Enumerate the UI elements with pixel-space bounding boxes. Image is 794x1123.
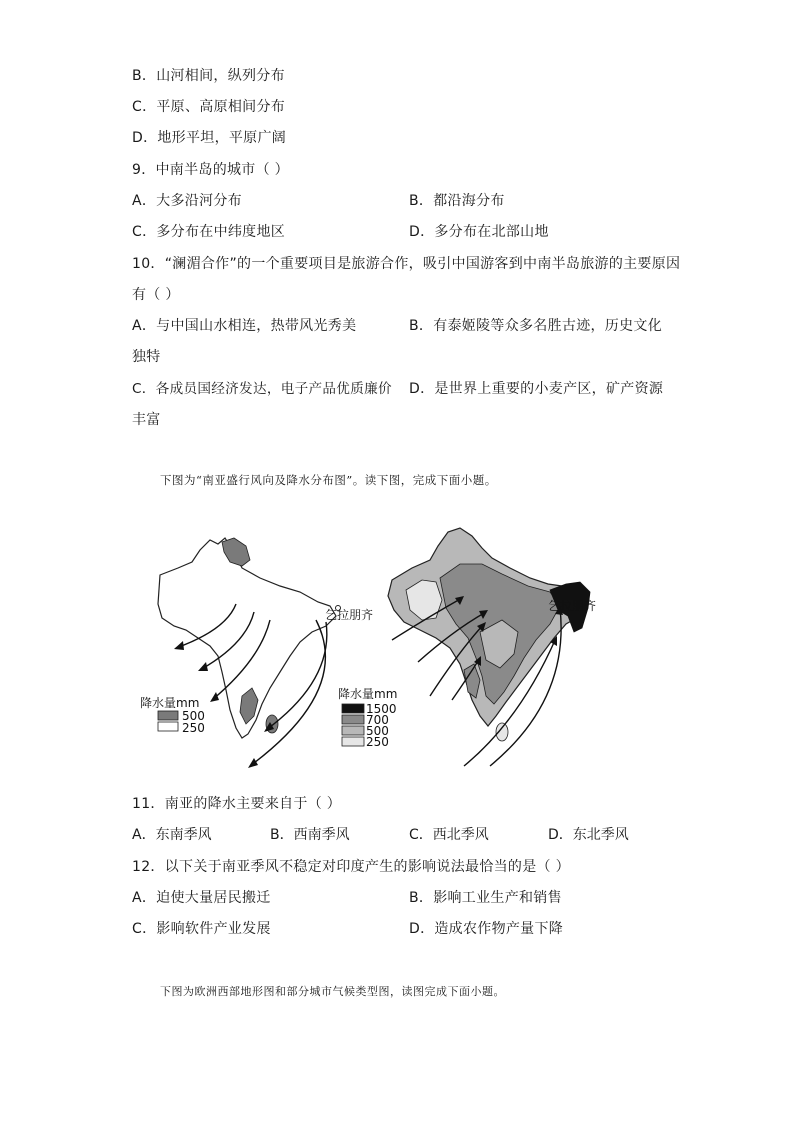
q8-option-c: C．平原、高原相间分布 [132,99,286,115]
left-map-city-label: 乞拉朋齐 [325,608,374,622]
q11-option-c: C．西北季风 [409,827,489,843]
q11-option-a: A．东南季风 [132,827,212,843]
q11-option-b: B．西南季风 [270,827,350,843]
left-legend-swatch-250 [158,722,178,731]
q12-option-c: C．影响软件产业发展 [132,921,271,937]
right-legend-swatch-500 [342,726,364,735]
right-legend-swatch-250 [342,737,364,746]
figure-intro-south-asia: 下图为“南亚盛行风向及降水分布图”。读下图，完成下面小题。 [160,473,497,487]
right-map-city-label: 乞拉朋齐 [548,599,597,613]
q12-option-a: A．迫使大量居民搬迁 [132,890,271,906]
q8-option-d: D．地形平坦，平原广阔 [132,130,287,146]
right-legend-swatch-1500 [342,704,364,713]
q9-option-b: B．都沿海分布 [409,193,505,209]
q10-option-d-line1: D．是世界上重要的小麦产区，矿产资源 [409,381,664,397]
q12-option-d: D．造成农作物产量下降 [409,921,564,937]
right-legend-title: 降水量mm [338,687,398,701]
q10-stem-line2: 有（ ） [132,287,180,303]
q9-option-d: D．多分布在北部山地 [409,224,549,240]
q9-stem: 9．中南半岛的城市（ ） [132,162,289,178]
right-map-summer-monsoon [338,528,596,766]
q9-option-a: A．大多沿河分布 [132,193,242,209]
left-wind-arrowhead-3 [210,692,219,702]
q11-stem: 11．南亚的降水主要来自于（ ） [132,796,342,812]
q10-option-d-line2: 丰富 [132,412,161,428]
left-map-winter-monsoon [140,538,373,768]
left-legend-title: 降水量mm [140,696,200,710]
q10-option-a: A．与中国山水相连，热带风光秀美 [132,318,357,334]
left-legend-swatch-500 [158,711,178,720]
left-legend-value-250: 250 [182,721,205,735]
q10-option-b-line1: B．有泰姬陵等众多名胜古迹，历史文化 [409,318,663,334]
right-legend-value-250: 250 [366,735,389,749]
left-wind-arrowhead-4 [248,758,258,768]
q11-option-d: D．东北季风 [548,827,629,843]
q12-option-b: B．影响工业生产和销售 [409,890,562,906]
q12-stem: 12．以下关于南亚季风不稳定对印度产生的影响说法最恰当的是（ ） [132,859,570,875]
q10-option-b-line2: 独特 [132,349,161,365]
south-asia-monsoon-map [130,520,670,780]
figure-intro-western-europe: 下图为欧洲西部地形图和部分城市气候类型图，读图完成下面小题。 [160,985,505,998]
right-legend-value-700: 700 [366,713,389,727]
left-wind-arrowhead-2 [198,662,208,671]
left-wind-arrowhead-1 [174,641,184,650]
q10-option-c: C．各成员国经济发达，电子产品优质廉价 [132,381,392,397]
right-legend-value-1500: 1500 [366,702,397,716]
right-legend-value-500: 500 [366,724,389,738]
q10-stem-line1: 10．“澜湄合作”的一个重要项目是旅游合作，吸引中国游客到中南半岛旅游的主要原因 [132,256,681,272]
left-legend-value-500: 500 [182,709,205,723]
right-legend-swatch-700 [342,715,364,724]
q8-option-b: B．山河相间，纵列分布 [132,68,285,84]
q9-option-c: C．多分布在中纬度地区 [132,224,286,240]
